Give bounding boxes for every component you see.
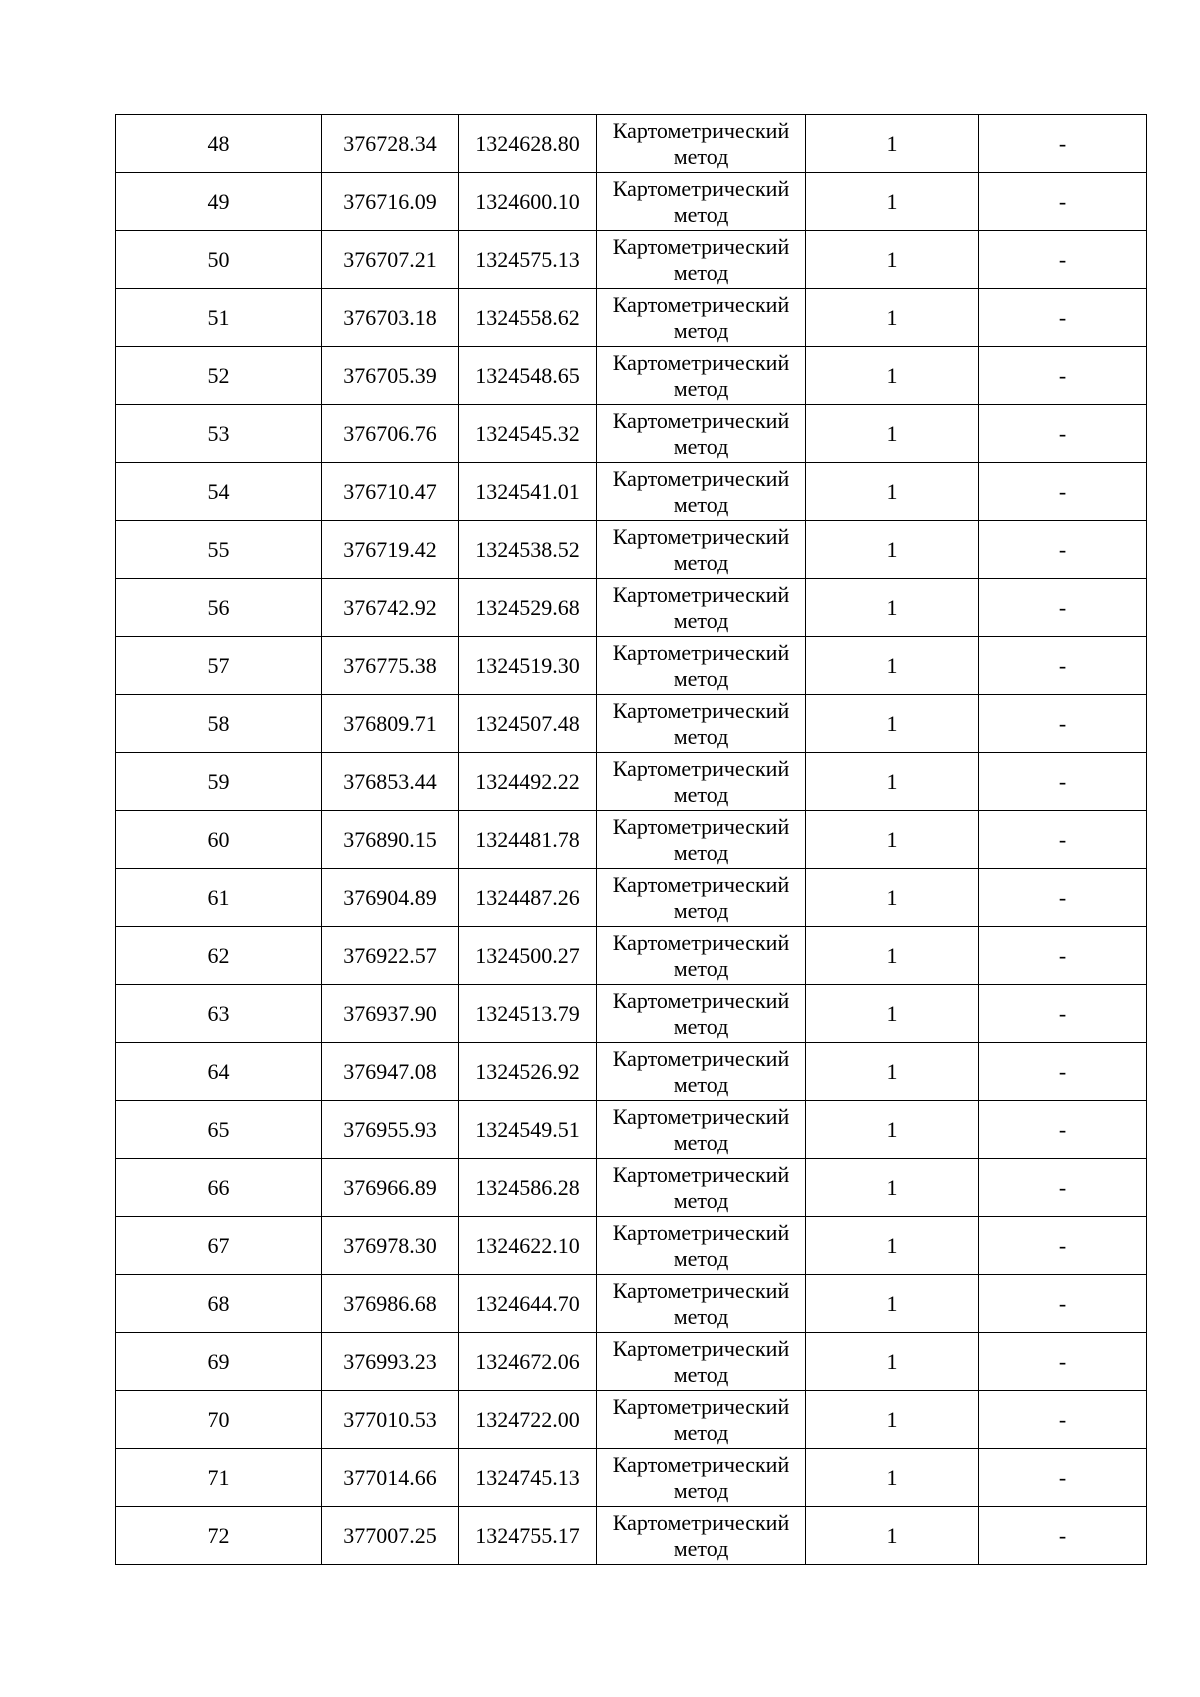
point-number-cell: 50 (116, 231, 322, 289)
method-text-line-2: метод (673, 317, 729, 343)
point-number-cell: 52 (116, 347, 322, 405)
note-cell: - (979, 405, 1147, 463)
point-number-cell: 72 (116, 1507, 322, 1565)
point-number-cell: 65 (116, 1101, 322, 1159)
method-text-line-2: метод (673, 1361, 729, 1387)
method-cell (597, 695, 806, 753)
accuracy-cell: 1 (806, 695, 979, 753)
table-row (116, 1043, 1147, 1101)
method-text-line-1: Картометрический (612, 929, 790, 955)
method-text-line-1: Картометрический (612, 813, 790, 839)
method-cell (597, 405, 806, 463)
method-cell (597, 173, 806, 231)
method-text-line-2: метод (673, 723, 729, 749)
y-coordinate-cell: 1324755.17 (459, 1507, 597, 1565)
accuracy-cell: 1 (806, 1507, 979, 1565)
note-cell: - (979, 173, 1147, 231)
method-text-line-2: метод (673, 781, 729, 807)
method-text-line-1: Картометрический (612, 639, 790, 665)
method-text-line-2: метод (673, 1245, 729, 1271)
method-text-line-1: Картометрический (612, 1045, 790, 1071)
accuracy-cell: 1 (806, 811, 979, 869)
method-cell (597, 579, 806, 637)
x-coordinate-cell: 376937.90 (322, 985, 459, 1043)
point-number-cell: 63 (116, 985, 322, 1043)
method-cell (597, 985, 806, 1043)
y-coordinate-cell: 1324644.70 (459, 1275, 597, 1333)
y-coordinate-cell: 1324672.06 (459, 1333, 597, 1391)
method-text-line-1: Картометрический (612, 697, 790, 723)
x-coordinate-cell: 376947.08 (322, 1043, 459, 1101)
point-number-cell: 60 (116, 811, 322, 869)
x-coordinate-cell: 376705.39 (322, 347, 459, 405)
y-coordinate-cell: 1324529.68 (459, 579, 597, 637)
x-coordinate-cell: 376966.89 (322, 1159, 459, 1217)
point-number-cell: 53 (116, 405, 322, 463)
method-text-line-2: метод (673, 375, 729, 401)
method-text-line-1: Картометрический (612, 1219, 790, 1245)
point-number-cell: 71 (116, 1449, 322, 1507)
method-cell (597, 927, 806, 985)
table-row (116, 579, 1147, 637)
method-text-line-1: Картометрический (612, 523, 790, 549)
accuracy-cell: 1 (806, 463, 979, 521)
point-number-cell: 48 (116, 115, 322, 173)
x-coordinate-cell: 376719.42 (322, 521, 459, 579)
method-text-line-2: метод (673, 1187, 729, 1213)
point-number-cell: 57 (116, 637, 322, 695)
note-cell: - (979, 1275, 1147, 1333)
method-text-line-2: метод (673, 491, 729, 517)
method-cell (597, 231, 806, 289)
table-row (116, 637, 1147, 695)
accuracy-cell: 1 (806, 521, 979, 579)
table-row (116, 115, 1147, 173)
note-cell: - (979, 115, 1147, 173)
y-coordinate-cell: 1324745.13 (459, 1449, 597, 1507)
table-row (116, 695, 1147, 753)
method-cell (597, 347, 806, 405)
y-coordinate-cell: 1324575.13 (459, 231, 597, 289)
method-text-line-1: Картометрический (612, 1509, 790, 1535)
table-row (116, 405, 1147, 463)
accuracy-cell: 1 (806, 405, 979, 463)
method-cell (597, 637, 806, 695)
table-row (116, 289, 1147, 347)
method-cell (597, 289, 806, 347)
note-cell: - (979, 1391, 1147, 1449)
x-coordinate-cell: 377007.25 (322, 1507, 459, 1565)
x-coordinate-cell: 376716.09 (322, 173, 459, 231)
method-text-line-1: Картометрический (612, 465, 790, 491)
table-row (116, 1333, 1147, 1391)
note-cell: - (979, 1217, 1147, 1275)
method-text-line-1: Картометрический (612, 291, 790, 317)
method-text-line-1: Картометрический (612, 1393, 790, 1419)
y-coordinate-cell: 1324722.00 (459, 1391, 597, 1449)
note-cell: - (979, 1507, 1147, 1565)
point-number-cell: 66 (116, 1159, 322, 1217)
table-row (116, 173, 1147, 231)
x-coordinate-cell: 376890.15 (322, 811, 459, 869)
method-text-line-2: метод (673, 1303, 729, 1329)
note-cell: - (979, 579, 1147, 637)
x-coordinate-cell: 376853.44 (322, 753, 459, 811)
note-cell: - (979, 1449, 1147, 1507)
note-cell: - (979, 289, 1147, 347)
point-number-cell: 70 (116, 1391, 322, 1449)
accuracy-cell: 1 (806, 115, 979, 173)
x-coordinate-cell: 376710.47 (322, 463, 459, 521)
table-row (116, 927, 1147, 985)
method-text-line-2: метод (673, 1129, 729, 1155)
y-coordinate-cell: 1324500.27 (459, 927, 597, 985)
note-cell: - (979, 753, 1147, 811)
method-text-line-1: Картометрический (612, 755, 790, 781)
y-coordinate-cell: 1324548.65 (459, 347, 597, 405)
x-coordinate-cell: 376904.89 (322, 869, 459, 927)
table-row (116, 869, 1147, 927)
y-coordinate-cell: 1324492.22 (459, 753, 597, 811)
table-row (116, 231, 1147, 289)
note-cell: - (979, 347, 1147, 405)
y-coordinate-cell: 1324622.10 (459, 1217, 597, 1275)
accuracy-cell: 1 (806, 579, 979, 637)
method-cell (597, 1449, 806, 1507)
note-cell: - (979, 811, 1147, 869)
table-row (116, 521, 1147, 579)
table-row (116, 1159, 1147, 1217)
table-row (116, 347, 1147, 405)
accuracy-cell: 1 (806, 1275, 979, 1333)
x-coordinate-cell: 376922.57 (322, 927, 459, 985)
point-number-cell: 56 (116, 579, 322, 637)
note-cell: - (979, 1101, 1147, 1159)
method-cell (597, 753, 806, 811)
method-text-line-1: Картометрический (612, 1277, 790, 1303)
method-text-line-1: Картометрический (612, 117, 790, 143)
coordinates-table (115, 114, 1147, 1565)
method-text-line-1: Картометрический (612, 1103, 790, 1129)
method-text-line-2: метод (673, 259, 729, 285)
method-text-line-1: Картометрический (612, 987, 790, 1013)
method-text-line-2: метод (673, 549, 729, 575)
y-coordinate-cell: 1324600.10 (459, 173, 597, 231)
method-cell (597, 1391, 806, 1449)
method-text-line-1: Картометрический (612, 175, 790, 201)
method-text-line-2: метод (673, 201, 729, 227)
method-text-line-1: Картометрический (612, 581, 790, 607)
method-text-line-2: метод (673, 665, 729, 691)
accuracy-cell: 1 (806, 1449, 979, 1507)
table-row (116, 1101, 1147, 1159)
method-text-line-1: Картометрический (612, 1335, 790, 1361)
x-coordinate-cell: 376742.92 (322, 579, 459, 637)
x-coordinate-cell: 376809.71 (322, 695, 459, 753)
accuracy-cell: 1 (806, 1217, 979, 1275)
table-row (116, 985, 1147, 1043)
accuracy-cell: 1 (806, 1043, 979, 1101)
y-coordinate-cell: 1324513.79 (459, 985, 597, 1043)
method-text-line-1: Картометрический (612, 407, 790, 433)
method-text-line-2: метод (673, 897, 729, 923)
method-text-line-2: метод (673, 1013, 729, 1039)
x-coordinate-cell: 376703.18 (322, 289, 459, 347)
table-row (116, 1507, 1147, 1565)
accuracy-cell: 1 (806, 753, 979, 811)
accuracy-cell: 1 (806, 231, 979, 289)
note-cell: - (979, 1333, 1147, 1391)
accuracy-cell: 1 (806, 927, 979, 985)
method-text-line-1: Картометрический (612, 233, 790, 259)
note-cell: - (979, 1159, 1147, 1217)
accuracy-cell: 1 (806, 1333, 979, 1391)
accuracy-cell: 1 (806, 1159, 979, 1217)
table-row (116, 811, 1147, 869)
note-cell: - (979, 521, 1147, 579)
point-number-cell: 59 (116, 753, 322, 811)
y-coordinate-cell: 1324628.80 (459, 115, 597, 173)
point-number-cell: 54 (116, 463, 322, 521)
method-text-line-1: Картометрический (612, 349, 790, 375)
method-cell (597, 811, 806, 869)
x-coordinate-cell: 376986.68 (322, 1275, 459, 1333)
accuracy-cell: 1 (806, 1101, 979, 1159)
method-text-line-2: метод (673, 433, 729, 459)
point-number-cell: 51 (116, 289, 322, 347)
point-number-cell: 68 (116, 1275, 322, 1333)
table-row (116, 1217, 1147, 1275)
method-text-line-2: метод (673, 1535, 729, 1561)
y-coordinate-cell: 1324526.92 (459, 1043, 597, 1101)
method-cell (597, 1507, 806, 1565)
accuracy-cell: 1 (806, 985, 979, 1043)
method-text-line-2: метод (673, 839, 729, 865)
x-coordinate-cell: 376728.34 (322, 115, 459, 173)
coordinates-table-body (116, 115, 1147, 1565)
x-coordinate-cell: 376707.21 (322, 231, 459, 289)
x-coordinate-cell: 376775.38 (322, 637, 459, 695)
method-text-line-1: Картометрический (612, 1451, 790, 1477)
y-coordinate-cell: 1324586.28 (459, 1159, 597, 1217)
note-cell: - (979, 695, 1147, 753)
table-row (116, 1449, 1147, 1507)
method-cell (597, 1159, 806, 1217)
table-row (116, 753, 1147, 811)
method-cell (597, 521, 806, 579)
note-cell: - (979, 637, 1147, 695)
y-coordinate-cell: 1324545.32 (459, 405, 597, 463)
method-cell (597, 463, 806, 521)
accuracy-cell: 1 (806, 1391, 979, 1449)
accuracy-cell: 1 (806, 869, 979, 927)
x-coordinate-cell: 376706.76 (322, 405, 459, 463)
point-number-cell: 64 (116, 1043, 322, 1101)
method-text-line-2: метод (673, 1477, 729, 1503)
y-coordinate-cell: 1324487.26 (459, 869, 597, 927)
point-number-cell: 67 (116, 1217, 322, 1275)
method-text-line-1: Картометрический (612, 1161, 790, 1187)
method-cell (597, 1333, 806, 1391)
accuracy-cell: 1 (806, 289, 979, 347)
point-number-cell: 61 (116, 869, 322, 927)
note-cell: - (979, 1043, 1147, 1101)
method-cell (597, 1217, 806, 1275)
method-text-line-2: метод (673, 955, 729, 981)
accuracy-cell: 1 (806, 173, 979, 231)
table-row (116, 1391, 1147, 1449)
table-row (116, 1275, 1147, 1333)
y-coordinate-cell: 1324507.48 (459, 695, 597, 753)
y-coordinate-cell: 1324519.30 (459, 637, 597, 695)
method-text-line-1: Картометрический (612, 871, 790, 897)
y-coordinate-cell: 1324549.51 (459, 1101, 597, 1159)
method-text-line-2: метод (673, 1071, 729, 1097)
method-text-line-2: метод (673, 143, 729, 169)
point-number-cell: 49 (116, 173, 322, 231)
method-cell (597, 1101, 806, 1159)
point-number-cell: 62 (116, 927, 322, 985)
x-coordinate-cell: 377010.53 (322, 1391, 459, 1449)
x-coordinate-cell: 376993.23 (322, 1333, 459, 1391)
y-coordinate-cell: 1324538.52 (459, 521, 597, 579)
method-cell (597, 1275, 806, 1333)
method-text-line-2: метод (673, 1419, 729, 1445)
accuracy-cell: 1 (806, 347, 979, 405)
y-coordinate-cell: 1324558.62 (459, 289, 597, 347)
note-cell: - (979, 869, 1147, 927)
accuracy-cell: 1 (806, 637, 979, 695)
note-cell: - (979, 927, 1147, 985)
method-cell (597, 115, 806, 173)
point-number-cell: 69 (116, 1333, 322, 1391)
y-coordinate-cell: 1324481.78 (459, 811, 597, 869)
method-cell (597, 869, 806, 927)
method-text-line-2: метод (673, 607, 729, 633)
x-coordinate-cell: 376978.30 (322, 1217, 459, 1275)
x-coordinate-cell: 376955.93 (322, 1101, 459, 1159)
note-cell: - (979, 231, 1147, 289)
note-cell: - (979, 463, 1147, 521)
y-coordinate-cell: 1324541.01 (459, 463, 597, 521)
x-coordinate-cell: 377014.66 (322, 1449, 459, 1507)
note-cell: - (979, 985, 1147, 1043)
point-number-cell: 58 (116, 695, 322, 753)
method-cell (597, 1043, 806, 1101)
table-row (116, 463, 1147, 521)
point-number-cell: 55 (116, 521, 322, 579)
